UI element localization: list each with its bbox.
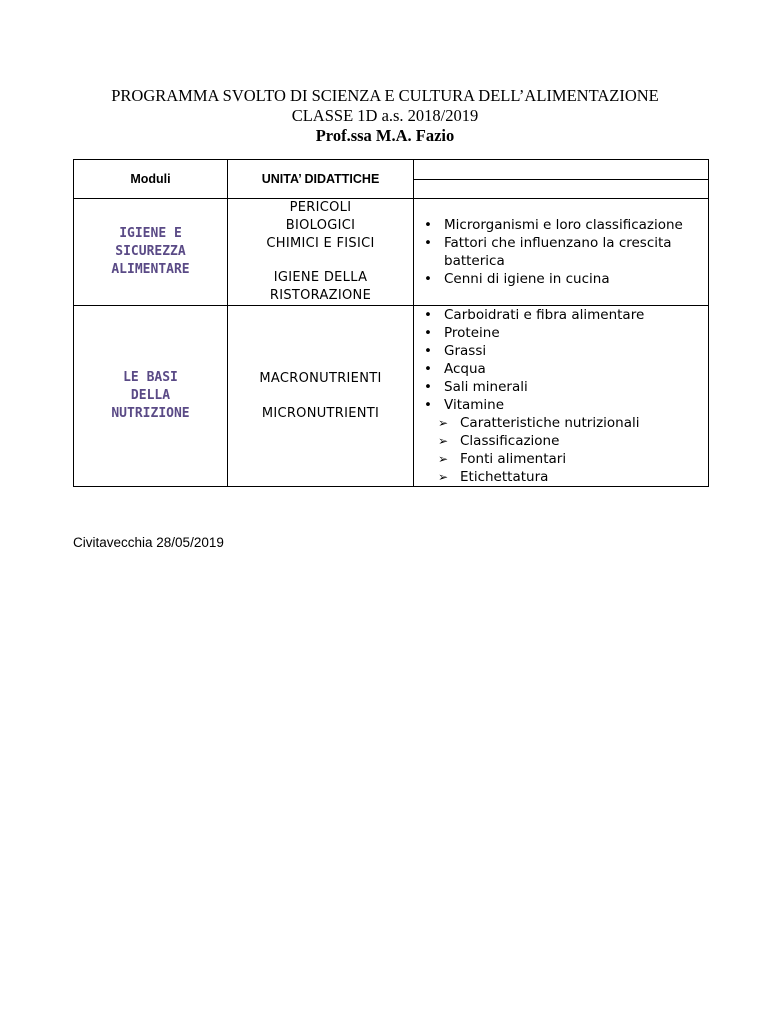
document-header [0, 86, 770, 146]
topic-list [414, 216, 708, 288]
unita-line: BIOLOGICI [285, 218, 356, 233]
module-line: IGIENE E [119, 226, 182, 241]
table-row [74, 306, 709, 487]
table-row [74, 199, 709, 306]
unita-line: MICRONUTRIENTI [261, 405, 380, 421]
list-item: • Proteine [422, 324, 708, 342]
unita-cell [228, 199, 414, 306]
list-item: ➢ Fonti alimentari [436, 450, 708, 468]
topics-cell [414, 306, 709, 487]
subtopic-list [414, 414, 708, 486]
program-table [73, 159, 709, 487]
module-line: ALIMENTARE [111, 262, 190, 277]
unita-line: CHIMICI E FISICI [266, 236, 375, 251]
list-item: • Cenni di igiene in cucina [422, 270, 708, 288]
document-title: PROGRAMMA SVOLTO DI SCIENZA E CULTURA DELL’ALIMENTAZIONE [111, 86, 659, 105]
topics-cell [414, 199, 709, 306]
module-line: NUTRIZIONE [111, 406, 190, 421]
module-line: DELLA [130, 388, 171, 403]
list-item: • Acqua [422, 360, 708, 378]
list-item: ➢ Classificazione [436, 432, 708, 450]
unita-cell [228, 306, 414, 487]
unita-group [228, 269, 413, 305]
module-line: LE BASI [123, 370, 178, 385]
list-item: ➢ Caratteristiche nutrizionali [436, 414, 708, 432]
module-cell [74, 199, 228, 306]
list-item: • Fattori che influenzano la crescita batterica [422, 234, 708, 270]
list-item: • Sali minerali [422, 378, 708, 396]
topic-list [414, 306, 708, 414]
unita-line: MACRONUTRIENTI [259, 370, 382, 386]
list-item: ➢ Etichettatura [436, 468, 708, 486]
unita-group [228, 199, 413, 253]
unita-line: PERICOLI [289, 200, 352, 215]
header-unita: UNITA’ DIDATTICHE [228, 160, 414, 199]
unita-line: RISTORAZIONE [269, 288, 372, 303]
list-item: • Microrganismi e loro classificazione [422, 216, 708, 234]
module-line: SICUREZZA [115, 244, 186, 259]
footer-date: Civitavecchia 28/05/2019 [73, 535, 224, 550]
header-blank-bottom [414, 180, 709, 199]
header-blank-top [414, 160, 709, 180]
header-moduli: Moduli [74, 160, 228, 199]
list-item: • Carboidrati e fibra alimentare [422, 306, 708, 324]
author-line: Prof.ssa M.A. Fazio [315, 126, 455, 145]
unita-line: IGIENE DELLA [273, 270, 368, 285]
module-cell [74, 306, 228, 487]
list-item: • Vitamine [422, 396, 708, 414]
class-line: CLASSE 1D a.s. 2018/2019 [291, 106, 479, 125]
list-item: • Grassi [422, 342, 708, 360]
